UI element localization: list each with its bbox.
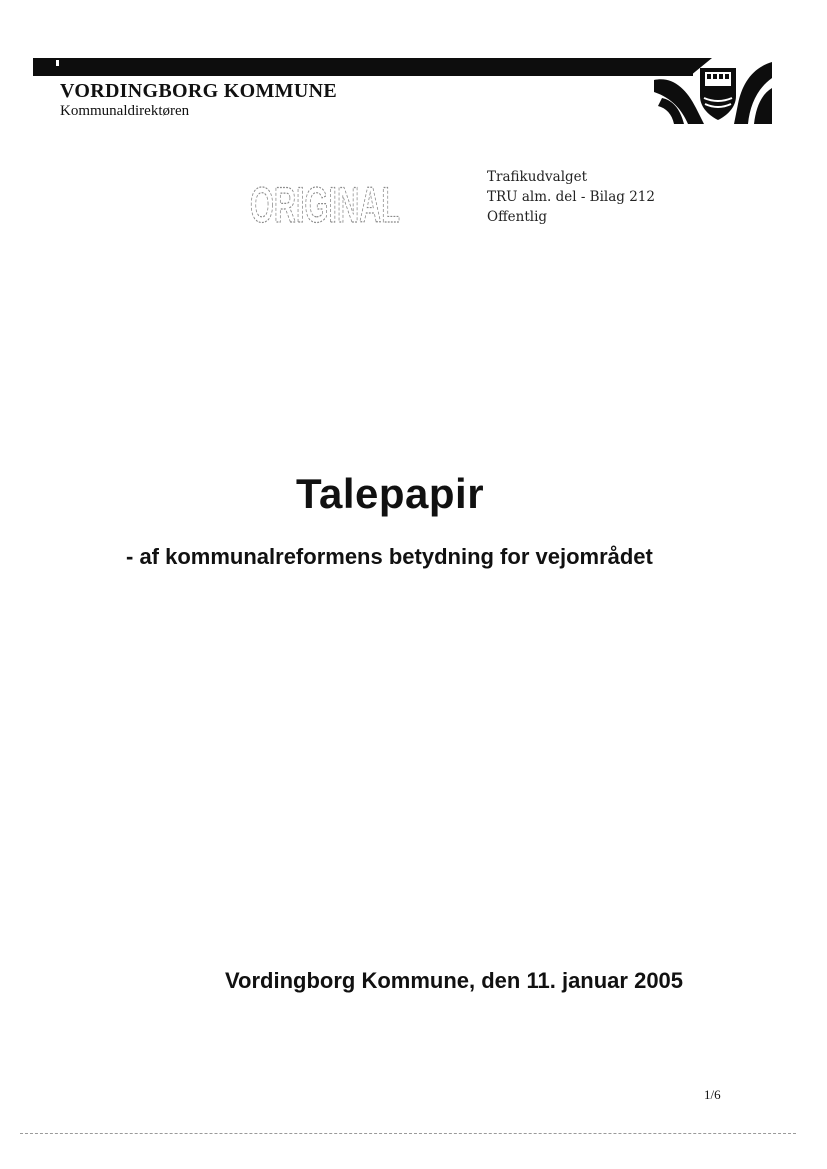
reference-number: TRU alm. del - Bilag 212 <box>487 189 655 205</box>
page-number: 1/6 <box>704 1087 721 1102</box>
organization-name: VORDINGBORG KOMMUNE <box>60 80 337 102</box>
footer-rule <box>20 1133 796 1134</box>
stamp-text: ORIGINAL <box>250 177 400 233</box>
department-name: Kommunaldirektøren <box>60 103 190 119</box>
document-date-line: Vordingborg Kommune, den 11. januar 2005 <box>225 968 684 993</box>
vordingborg-coat-of-arms-icon <box>652 58 774 124</box>
document-status: Offentlig <box>487 209 548 225</box>
document-subtitle: - af kommunalreformens betydning for vejområdet <box>126 544 653 569</box>
original-stamp-icon <box>246 168 404 232</box>
document-metadata <box>487 167 655 227</box>
scan-speck <box>56 60 59 66</box>
header-bar <box>33 58 693 76</box>
committee-name: Trafikudvalget <box>487 169 588 185</box>
document-title: Talepapir <box>295 470 485 517</box>
